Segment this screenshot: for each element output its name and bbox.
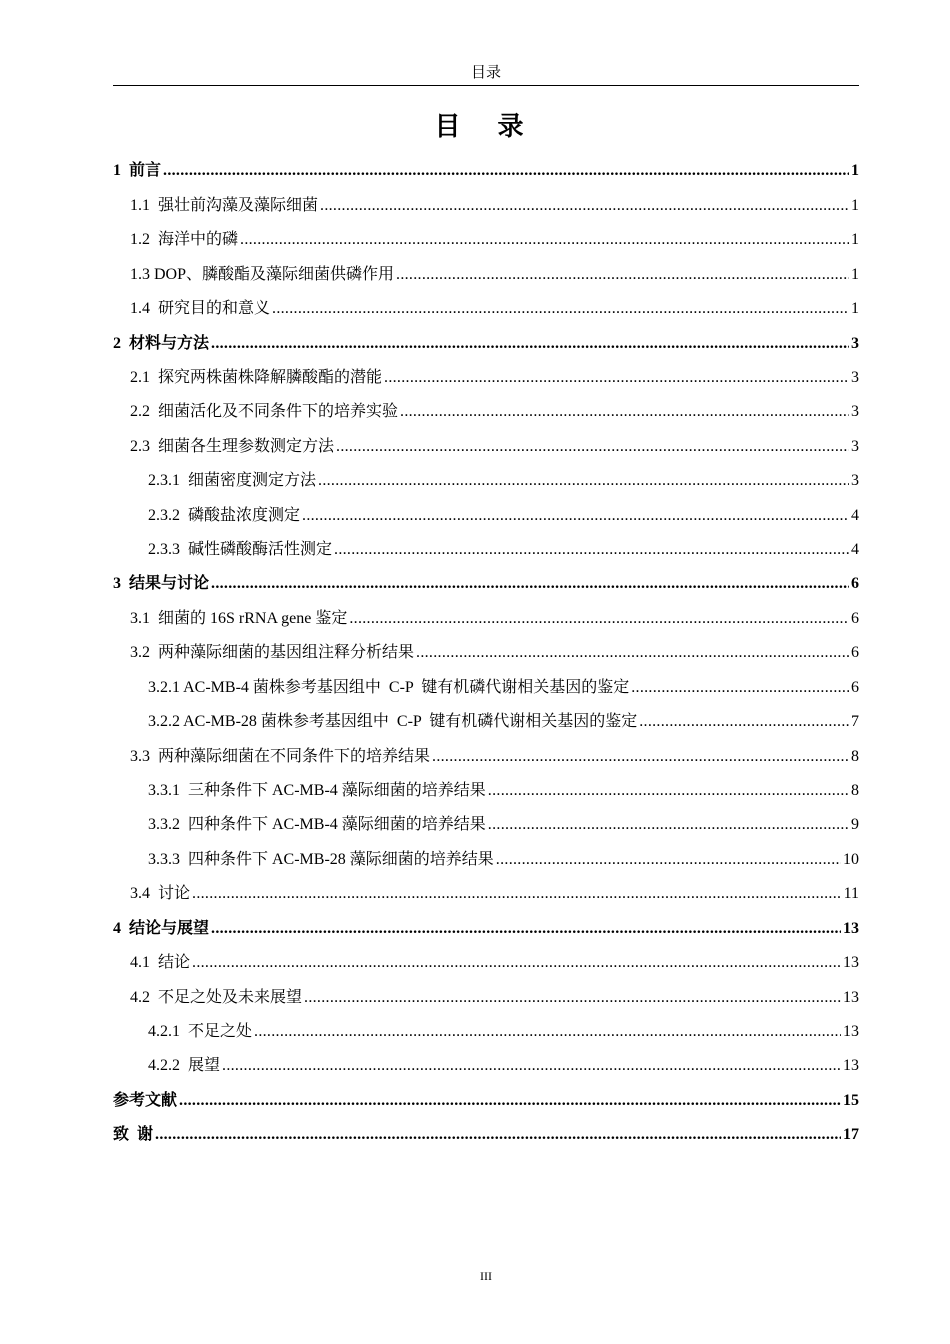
dot-leader: [192, 952, 841, 974]
toc-entry-page: 13: [843, 1057, 859, 1075]
toc-entry-label: 2.3.1 细菌密度测定方法: [148, 472, 317, 490]
toc-entry-label: 1.3 DOP、膦酸酯及藻际细菌供磷作用: [130, 265, 395, 283]
toc-entry[interactable]: [113, 668, 859, 702]
dot-leader: [496, 849, 841, 871]
dot-leader: [639, 711, 849, 733]
toc-entry-label: 2.3.2 磷酸盐浓度测定: [148, 506, 301, 524]
dot-leader: [396, 264, 849, 286]
dot-leader: [334, 539, 849, 561]
dot-leader: [179, 1090, 841, 1112]
dot-leader: [488, 814, 849, 836]
toc-entry[interactable]: [113, 1047, 859, 1081]
toc-entry[interactable]: [113, 944, 859, 978]
toc-entry-label: 3 结果与讨论: [113, 575, 210, 593]
toc-entry[interactable]: [113, 1116, 859, 1150]
toc-entry-label: 3.2.2 AC-MB-28 菌株参考基因组中 C-P 键有机磷代谢相关基因的鉴定: [148, 713, 638, 731]
toc-entry-label: 3.3.1 三种条件下 AC-MB-4 藻际细菌的培养结果: [148, 782, 486, 800]
toc-entry-page: 1: [851, 196, 859, 214]
toc-entry-label: 4.1 结论: [130, 954, 191, 972]
toc-entry-page: 8: [851, 782, 859, 800]
toc-entry-label: 致 谢: [113, 1126, 154, 1144]
toc-entry[interactable]: [113, 324, 859, 358]
toc-entry-label: 3.2.1 AC-MB-4 菌株参考基因组中 C-P 键有机磷代谢相关基因的鉴定: [148, 678, 630, 696]
toc-entry[interactable]: [113, 840, 859, 874]
toc-entry[interactable]: [113, 393, 859, 427]
dot-leader: [336, 436, 849, 458]
toc-entry[interactable]: [113, 427, 859, 461]
toc-entry[interactable]: [113, 565, 859, 599]
toc-entry-label: 4 结论与展望: [113, 919, 210, 937]
page-number: III: [480, 1269, 492, 1283]
dot-leader: [416, 642, 849, 664]
toc-entry-page: 8: [851, 747, 859, 765]
toc-entry-page: 6: [851, 609, 859, 627]
toc-entry-label: 3.4 讨论: [130, 885, 191, 903]
toc-entry[interactable]: [113, 875, 859, 909]
table-of-contents: [113, 152, 859, 1150]
toc-entry[interactable]: [113, 496, 859, 530]
toc-entry[interactable]: [113, 634, 859, 668]
toc-entry-label: 3.2 两种藻际细菌的基因组注释分析结果: [130, 644, 415, 662]
toc-entry[interactable]: [113, 186, 859, 220]
toc-entry-label: 参考文献: [113, 1091, 178, 1109]
dot-leader: [384, 367, 849, 389]
toc-entry-page: 1: [851, 300, 859, 318]
toc-entry-label: 2.3 细菌各生理参数测定方法: [130, 437, 335, 455]
toc-entry-page: 13: [843, 954, 859, 972]
dot-leader: [349, 608, 849, 630]
toc-entry-page: 11: [843, 885, 859, 903]
page-title: 目 录: [434, 112, 538, 142]
toc-entry-page: 6: [851, 678, 859, 696]
toc-entry-label: 4.2 不足之处及未来展望: [130, 988, 303, 1006]
toc-entry-page: 3: [851, 403, 859, 421]
toc-entry[interactable]: [113, 1081, 859, 1115]
toc-entry-label: 4.2.1 不足之处: [148, 1022, 253, 1040]
toc-entry-page: 13: [843, 1022, 859, 1040]
toc-entry-page: 13: [843, 988, 859, 1006]
toc-entry-label: 2.3.3 碱性磷酸酶活性测定: [148, 541, 333, 559]
toc-entry-page: 4: [851, 541, 859, 559]
toc-entry-page: 1: [851, 231, 859, 249]
toc-entry-label: 2 材料与方法: [113, 334, 210, 352]
dot-leader: [254, 1021, 841, 1043]
dot-leader: [211, 918, 841, 940]
dot-leader: [400, 401, 849, 423]
toc-entry-label: 3.3 两种藻际细菌在不同条件下的培养结果: [130, 747, 431, 765]
dot-leader: [432, 746, 849, 768]
toc-entry[interactable]: [113, 703, 859, 737]
dot-leader: [272, 298, 849, 320]
dot-leader: [318, 470, 849, 492]
toc-entry[interactable]: [113, 462, 859, 496]
toc-entry[interactable]: [113, 152, 859, 186]
toc-entry-label: 1.4 研究目的和意义: [130, 300, 271, 318]
toc-entry[interactable]: [113, 221, 859, 255]
toc-entry-page: 6: [851, 575, 859, 593]
toc-entry-page: 7: [851, 713, 859, 731]
dot-leader: [320, 195, 849, 217]
toc-entry-page: 3: [851, 334, 859, 352]
dot-leader: [240, 229, 849, 251]
toc-entry[interactable]: [113, 806, 859, 840]
toc-entry[interactable]: [113, 772, 859, 806]
toc-entry-label: 1.2 海洋中的磷: [130, 231, 239, 249]
toc-entry-page: 3: [851, 368, 859, 386]
toc-entry[interactable]: [113, 255, 859, 289]
toc-entry-label: 4.2.2 展望: [148, 1057, 221, 1075]
toc-entry[interactable]: [113, 290, 859, 324]
dot-leader: [304, 987, 841, 1009]
dot-leader: [302, 505, 849, 527]
toc-entry-page: 9: [851, 816, 859, 834]
dot-leader: [211, 333, 849, 355]
toc-entry-label: 1 前言: [113, 162, 162, 180]
toc-entry-label: 1.1 强壮前沟藻及藻际细菌: [130, 196, 319, 214]
dot-leader: [192, 883, 842, 905]
toc-entry-page: 1: [851, 265, 859, 283]
toc-entry[interactable]: [113, 599, 859, 633]
toc-entry[interactable]: [113, 737, 859, 771]
dot-leader: [163, 160, 849, 182]
dot-leader: [488, 780, 849, 802]
toc-entry-page: 1: [851, 162, 859, 180]
toc-entry-page: 3: [851, 437, 859, 455]
toc-entry-page: 13: [843, 919, 859, 937]
toc-entry-label: 2.1 探究两株菌株降解膦酸酯的潜能: [130, 368, 383, 386]
dot-leader: [211, 573, 849, 595]
toc-entry-page: 6: [851, 644, 859, 662]
toc-entry[interactable]: [113, 978, 859, 1012]
dot-leader: [631, 677, 849, 699]
running-header: 目录: [470, 65, 501, 81]
toc-entry-label: 3.3.2 四种条件下 AC-MB-4 藻际细菌的培养结果: [148, 816, 486, 834]
dot-leader: [222, 1055, 841, 1077]
toc-entry-page: 4: [851, 506, 859, 524]
toc-entry[interactable]: [113, 531, 859, 565]
dot-leader: [155, 1124, 841, 1146]
toc-entry-label: 3.3.3 四种条件下 AC-MB-28 藻际细菌的培养结果: [148, 850, 494, 868]
toc-entry-label: 2.2 细菌活化及不同条件下的培养实验: [130, 403, 399, 421]
header-rule: [113, 85, 859, 86]
toc-entry-page: 3: [851, 472, 859, 490]
toc-entry-page: 10: [843, 850, 859, 868]
toc-entry-label: 3.1 细菌的 16S rRNA gene 鉴定: [130, 609, 348, 627]
toc-entry-page: 15: [843, 1091, 859, 1109]
toc-entry-page: 17: [843, 1126, 859, 1144]
toc-entry[interactable]: [113, 359, 859, 393]
toc-entry[interactable]: [113, 909, 859, 943]
toc-entry[interactable]: [113, 1013, 859, 1047]
